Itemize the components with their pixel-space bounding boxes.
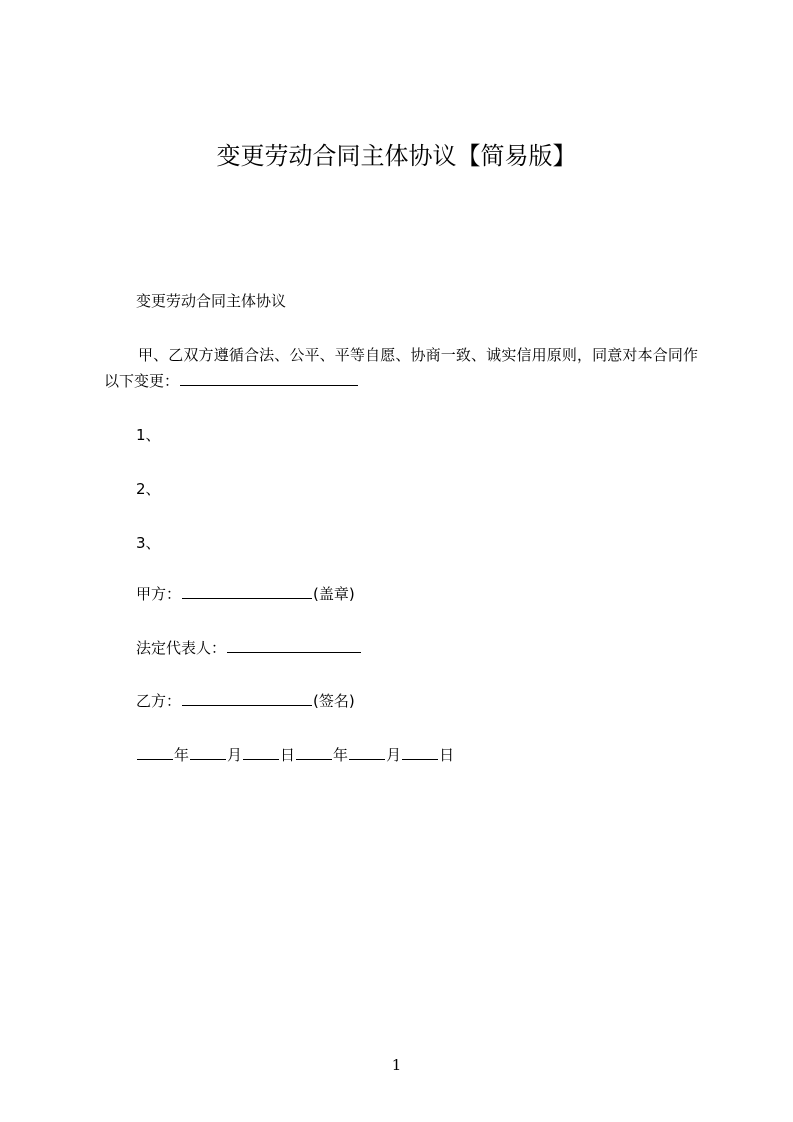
date-line bbox=[136, 745, 454, 765]
party-b-signature: (签名) bbox=[313, 692, 355, 710]
intro-paragraph bbox=[104, 342, 698, 394]
date-year: 年 bbox=[333, 746, 349, 764]
party-a-seal: (盖章) bbox=[313, 585, 355, 603]
date-blank bbox=[190, 745, 226, 760]
date-year: 年 bbox=[174, 746, 190, 764]
date-month: 月 bbox=[386, 746, 402, 764]
party-a-blank bbox=[182, 584, 312, 599]
party-b-line bbox=[136, 691, 355, 711]
date-blank bbox=[137, 745, 173, 760]
page-number: 1 bbox=[391, 1056, 402, 1074]
date-day: 日 bbox=[280, 746, 296, 764]
party-b-blank bbox=[182, 691, 312, 706]
date-month: 月 bbox=[227, 746, 243, 764]
date-blank bbox=[349, 745, 385, 760]
party-a-line bbox=[136, 584, 355, 604]
item-1: 1、 bbox=[136, 426, 161, 444]
legal-rep-blank bbox=[227, 638, 361, 653]
legal-rep-line bbox=[136, 638, 362, 658]
item-3: 3、 bbox=[136, 534, 161, 552]
legal-rep-label: 法定代表人： bbox=[136, 639, 227, 657]
party-b-label: 乙方： bbox=[136, 692, 182, 710]
party-a-label: 甲方： bbox=[136, 585, 182, 603]
date-day: 日 bbox=[439, 746, 455, 764]
document-subtitle: 变更劳动合同主体协议 bbox=[136, 292, 287, 310]
intro-text: 甲、乙双方遵循合法、公平、平等自愿、协商一致、诚实信用原则，同意对本合同作以下变更： bbox=[104, 346, 698, 390]
date-blank bbox=[402, 745, 438, 760]
date-blank bbox=[296, 745, 332, 760]
page-title: 变更劳动合同主体协议【简易版】 bbox=[216, 142, 577, 170]
change-blank bbox=[180, 371, 358, 386]
item-2: 2、 bbox=[136, 480, 161, 498]
date-blank bbox=[243, 745, 279, 760]
